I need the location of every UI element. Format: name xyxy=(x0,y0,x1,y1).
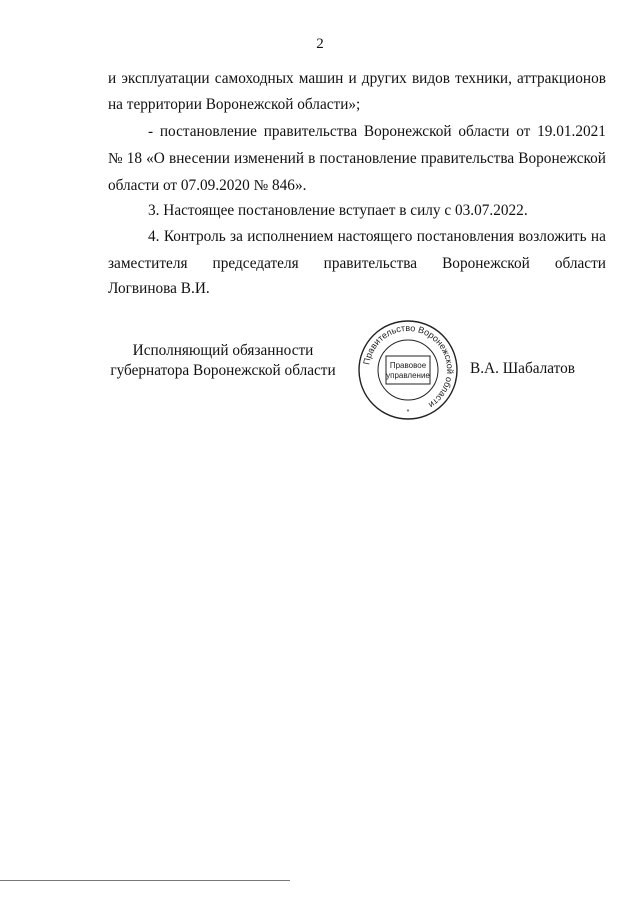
word: эксплуатации xyxy=(121,70,210,87)
word: настоящего xyxy=(337,228,413,245)
paragraph-4-line-3: Логвинова В.И. xyxy=(108,280,210,297)
word: на xyxy=(590,228,606,245)
word: заместителя xyxy=(108,255,188,272)
word: 19.01.2021 xyxy=(537,123,606,140)
word: постановление xyxy=(159,123,257,140)
word: и xyxy=(348,70,357,87)
word: машин xyxy=(298,70,344,87)
word: и xyxy=(108,70,117,87)
signatory-title xyxy=(108,341,338,381)
word: внесении xyxy=(168,150,230,167)
word: Воронежской xyxy=(518,150,606,167)
word: других xyxy=(361,70,407,87)
word: области xyxy=(554,255,606,272)
paragraph-2-line-2 xyxy=(108,150,606,168)
paragraph-1-line-1 xyxy=(108,70,606,88)
word: № xyxy=(108,150,123,167)
paragraph-4-line-1 xyxy=(148,228,606,246)
word: постановления xyxy=(416,228,515,245)
word: исполнением xyxy=(247,228,334,245)
word: возложить xyxy=(518,228,587,245)
word: техники, xyxy=(455,70,512,87)
word: за xyxy=(230,228,243,245)
word: 18 xyxy=(126,150,143,167)
signatory-name: В.А. Шабалатов xyxy=(470,360,576,377)
word: аттракционов xyxy=(517,70,606,87)
word: изменений xyxy=(234,150,305,167)
word: 4. xyxy=(148,228,160,245)
word: Контроль xyxy=(163,228,226,245)
signatory-title-line-1: Исполняющий обязанности xyxy=(132,342,314,359)
footer-rule xyxy=(0,880,290,881)
word: в xyxy=(308,150,316,167)
paragraph-2-line-1 xyxy=(148,123,606,141)
word: - xyxy=(148,123,154,140)
word: председателя xyxy=(212,255,299,272)
word: области xyxy=(458,123,510,140)
paragraph-3: 3. Настоящее постановление вступает в силу с 03.07.2022. xyxy=(148,202,528,219)
word: правительства xyxy=(263,123,358,140)
signatory-title-line-2: губернатора Воронежской области xyxy=(110,362,336,379)
word: Воронежской xyxy=(442,255,530,272)
word: «О xyxy=(146,150,165,167)
stamp-inner-line-2: управление xyxy=(386,371,430,380)
paragraph-1-line-2: на территории Воронежской области»; xyxy=(108,96,361,113)
page-number: 2 xyxy=(316,36,324,52)
stamp-star-icon: * xyxy=(406,409,410,416)
word: правительства xyxy=(420,150,515,167)
paragraph-4-line-2 xyxy=(108,255,606,273)
official-stamp-icon xyxy=(356,318,460,422)
word: самоходных xyxy=(214,70,294,87)
stamp-ring-text: Правительство Воронежской области xyxy=(361,322,456,411)
word: видов xyxy=(411,70,451,87)
word: правительства xyxy=(323,255,418,272)
word: Воронежской xyxy=(363,123,452,140)
stamp-inner-line-1: Правовое xyxy=(389,361,427,370)
word: от xyxy=(516,123,531,140)
paragraph-2-line-3: области от 07.09.2020 № 846». xyxy=(108,177,307,194)
word: постановление xyxy=(319,150,417,167)
